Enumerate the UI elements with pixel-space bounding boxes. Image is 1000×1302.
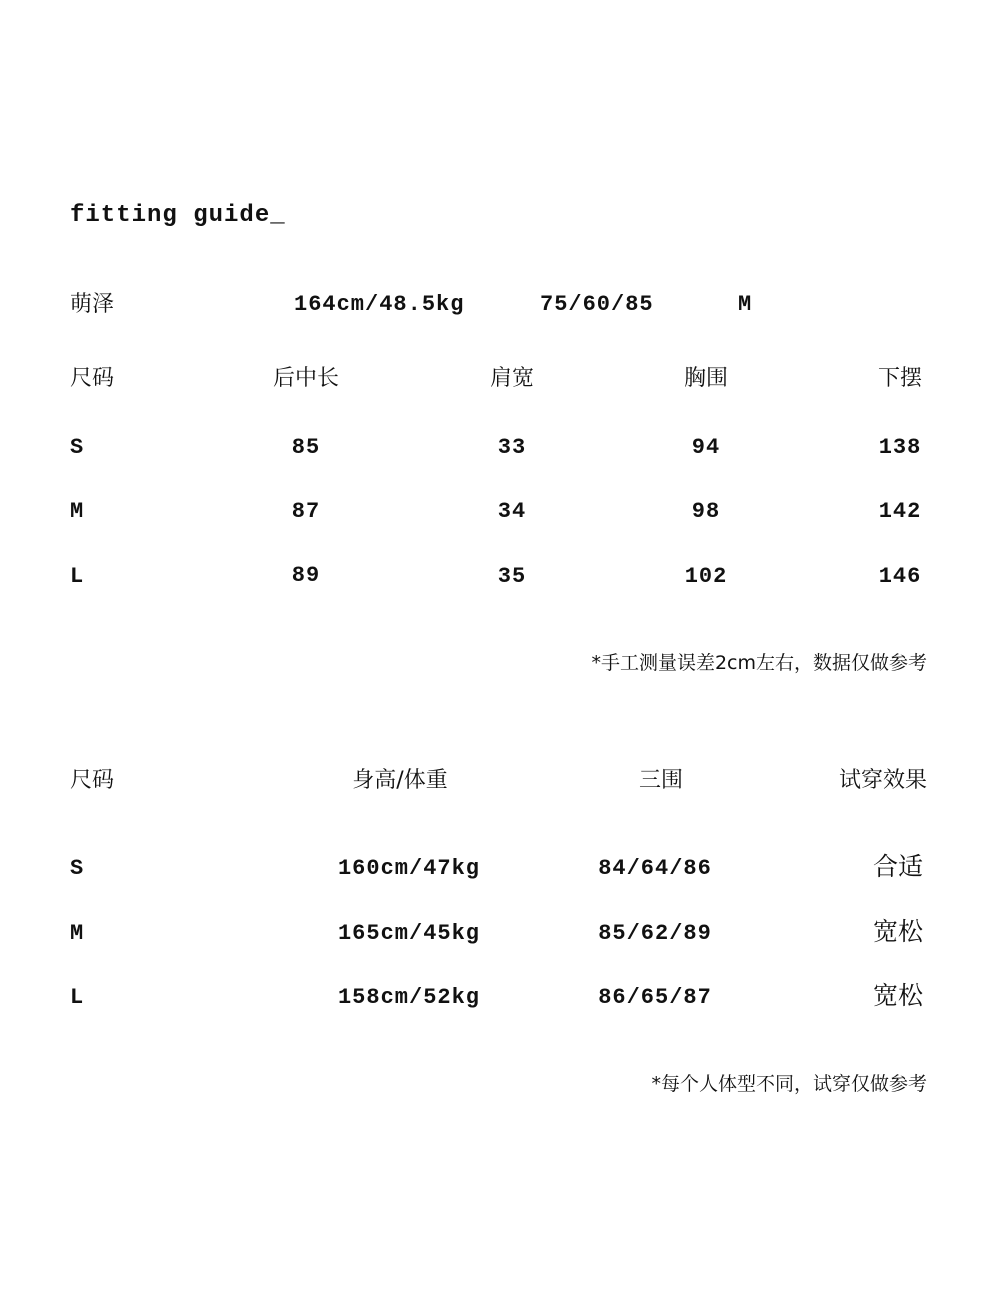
table-cell: 84/64/86: [598, 856, 712, 881]
fit-note: *每个人体型不同，试穿仅做参考: [651, 1073, 927, 1095]
table-cell: L: [70, 985, 85, 1010]
table-cell: 85/62/89: [598, 921, 712, 946]
table-cell: 158cm/52kg: [337, 985, 481, 1010]
table-cell: 160cm/47kg: [337, 856, 481, 881]
measurement-note: *手工测量误差2cm左右，数据仅做参考: [591, 652, 927, 674]
table-header: 三围: [638, 768, 684, 793]
model-height-weight: 164cm/48.5kg: [294, 292, 465, 317]
table-header: 尺码: [70, 768, 115, 793]
table-cell: M: [70, 499, 85, 524]
table-header: 肩宽: [489, 366, 535, 391]
table-header: 身高/体重: [352, 768, 448, 793]
table-header: 后中长: [272, 366, 340, 391]
table-cell: 138: [878, 435, 922, 460]
table-header: 胸围: [683, 366, 729, 391]
table-cell: 94: [691, 435, 721, 460]
table-cell: 86/65/87: [598, 985, 712, 1010]
page-title: fitting guide_: [70, 202, 286, 229]
table-header: 试穿效果: [838, 768, 927, 793]
table-cell: 87: [291, 499, 321, 524]
table-cell: 165cm/45kg: [337, 921, 481, 946]
table-cell: 宽松: [872, 917, 923, 946]
table-cell: 98: [691, 499, 721, 524]
model-size: M: [738, 292, 753, 317]
table-cell: 142: [878, 499, 922, 524]
table-cell: L: [70, 564, 85, 589]
table-header: 尺码: [70, 366, 115, 391]
table-cell: 85: [291, 435, 321, 460]
table-cell: 35: [497, 564, 527, 589]
table-cell: 102: [684, 564, 728, 589]
table-header: 下摆: [877, 366, 923, 391]
table-cell: 合适: [872, 852, 923, 881]
table-cell: M: [70, 921, 85, 946]
table-cell: 宽松: [872, 981, 923, 1010]
table-cell: 34: [497, 499, 527, 524]
table-cell: S: [70, 856, 85, 881]
table-cell: 89: [291, 563, 321, 588]
table-cell: S: [70, 435, 85, 460]
table-cell: 146: [878, 564, 922, 589]
table-cell: 33: [497, 435, 527, 460]
model-name: 萌泽: [70, 292, 115, 317]
model-measurements: 75/60/85: [540, 292, 654, 317]
